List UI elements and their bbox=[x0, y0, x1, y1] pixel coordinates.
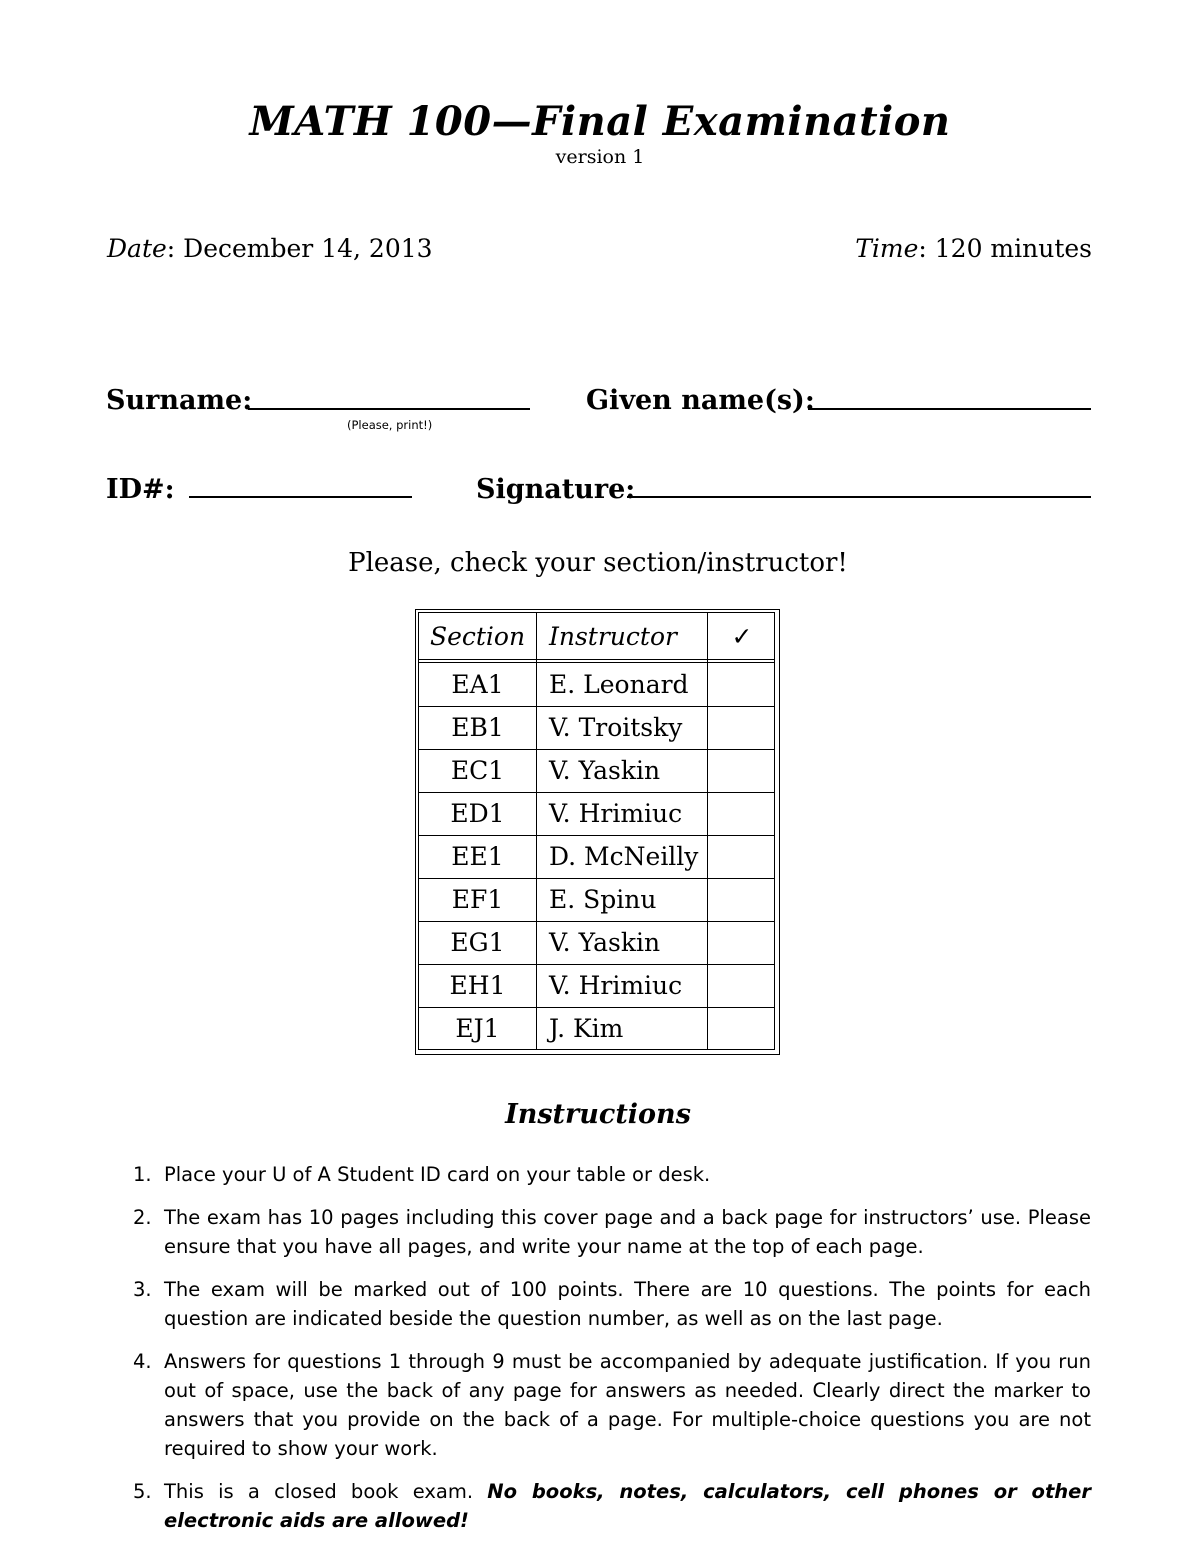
instruction-text: Place your U of A Student ID card on your table or desk. bbox=[164, 1163, 711, 1186]
section-checkbox[interactable] bbox=[708, 835, 776, 878]
date-label: Date bbox=[107, 234, 167, 263]
given-name-label: Given name(s): bbox=[586, 385, 815, 416]
instruction-item bbox=[133, 1203, 1091, 1261]
instruction-item bbox=[133, 1160, 1091, 1189]
table-divider bbox=[707, 613, 708, 1049]
section-checkbox[interactable] bbox=[708, 921, 776, 964]
table-divider bbox=[419, 1007, 774, 1008]
exam-date bbox=[107, 234, 433, 263]
given-name-field[interactable] bbox=[808, 408, 1091, 410]
header-section: Section bbox=[429, 621, 526, 651]
instruction-text: The exam has 10 pages including this cover page and a back page for instructors’ use. Please ensure that you have all pages, and write your name at the top of each page. bbox=[164, 1206, 1091, 1258]
instructor-name: V. Troitsky bbox=[549, 713, 683, 742]
section-checkbox[interactable] bbox=[708, 792, 776, 835]
exam-version: version 1 bbox=[555, 146, 645, 168]
section-checkbox[interactable] bbox=[708, 749, 776, 792]
instruction-number: 4. bbox=[133, 1350, 152, 1373]
instruction-number: 3. bbox=[133, 1278, 152, 1301]
section-code: EE1 bbox=[451, 842, 504, 871]
instructor-name: V. Yaskin bbox=[549, 756, 661, 785]
table-divider bbox=[419, 792, 774, 793]
table-divider bbox=[419, 964, 774, 965]
table-row bbox=[419, 1007, 774, 1049]
section-note: Please, check your section/instructor! bbox=[348, 548, 848, 578]
signature-field[interactable] bbox=[627, 496, 1091, 498]
section-checkbox[interactable] bbox=[708, 1007, 776, 1049]
instructor-name: E. Spinu bbox=[549, 885, 657, 914]
instruction-item bbox=[133, 1477, 1091, 1535]
instruction-text: The exam will be marked out of 100 points. There are 10 questions. The points for each question are indicated beside the question number, as well as on the last page. bbox=[164, 1278, 1091, 1330]
instruction-text: This is a closed book exam. bbox=[164, 1480, 488, 1503]
table-divider bbox=[419, 706, 774, 707]
table-row bbox=[419, 878, 774, 921]
table-row bbox=[419, 749, 774, 792]
section-code: EJ1 bbox=[455, 1013, 500, 1043]
surname-field[interactable] bbox=[248, 408, 530, 410]
exam-title: MATH 100—Final Examination bbox=[249, 98, 951, 145]
instructor-name: V. Hrimiuc bbox=[549, 971, 683, 1000]
table-divider bbox=[419, 662, 774, 663]
instructor-name: J. Kim bbox=[549, 1013, 624, 1043]
instruction-item bbox=[133, 1275, 1091, 1333]
time-value: : 120 minutes bbox=[918, 234, 1092, 263]
table-row bbox=[419, 792, 774, 835]
section-code: EF1 bbox=[451, 885, 504, 914]
id-label: ID#: bbox=[106, 474, 175, 505]
instruction-item bbox=[133, 1347, 1091, 1463]
table-divider bbox=[419, 659, 774, 660]
section-code: EH1 bbox=[449, 971, 506, 1000]
id-field[interactable] bbox=[189, 496, 412, 498]
section-checkbox[interactable] bbox=[708, 663, 776, 706]
instructor-name: V. Hrimiuc bbox=[549, 799, 683, 828]
instructor-name: E. Leonard bbox=[549, 670, 689, 699]
section-checkbox[interactable] bbox=[708, 706, 776, 749]
instruction-text: Answers for questions 1 through 9 must be accompanied by adequate justification. If you run out of space, use the back of any page for answers as needed. Clearly direct the marker to answers that you provide on the back of a page. For multiple-choice questions you are not required to show your work. bbox=[164, 1350, 1091, 1460]
date-value: : December 14, 2013 bbox=[166, 234, 433, 263]
instruction-number: 1. bbox=[133, 1163, 152, 1186]
instruction-emphasis: No books, notes, calculators, cell phones or other electronic aids are allowed! bbox=[164, 1480, 1091, 1532]
section-checkbox[interactable] bbox=[708, 964, 776, 1007]
table-divider bbox=[419, 749, 774, 750]
check-icon: ✓ bbox=[731, 621, 753, 651]
section-code: EC1 bbox=[450, 756, 505, 785]
instruction-number: 5. bbox=[133, 1480, 152, 1503]
table-divider bbox=[419, 835, 774, 836]
header-instructor: Instructor bbox=[549, 621, 677, 651]
exam-time bbox=[855, 234, 1092, 263]
instructor-name: V. Yaskin bbox=[549, 928, 661, 957]
section-code: EG1 bbox=[450, 928, 505, 957]
section-code: ED1 bbox=[450, 799, 505, 828]
table-divider bbox=[419, 878, 774, 879]
instruction-number: 2. bbox=[133, 1206, 152, 1229]
section-checkbox[interactable] bbox=[708, 878, 776, 921]
section-code: EA1 bbox=[451, 670, 504, 699]
table-divider bbox=[419, 921, 774, 922]
table-divider bbox=[536, 613, 537, 1049]
surname-label: Surname: bbox=[106, 385, 253, 416]
time-label: Time bbox=[855, 234, 919, 263]
table-header-row bbox=[419, 613, 774, 659]
surname-note: (Please, print!) bbox=[347, 418, 433, 432]
table-row bbox=[419, 706, 774, 749]
signature-label: Signature: bbox=[476, 474, 636, 505]
table-row bbox=[419, 921, 774, 964]
table-row bbox=[419, 964, 774, 1007]
section-code: EB1 bbox=[451, 713, 504, 742]
instructions-title: Instructions bbox=[505, 1099, 691, 1130]
section-table-inner bbox=[418, 612, 775, 1050]
table-row bbox=[419, 835, 774, 878]
instructions-list bbox=[133, 1160, 1091, 1549]
section-table bbox=[415, 609, 780, 1055]
instructor-name: D. McNeilly bbox=[549, 842, 699, 871]
table-row bbox=[419, 663, 774, 706]
